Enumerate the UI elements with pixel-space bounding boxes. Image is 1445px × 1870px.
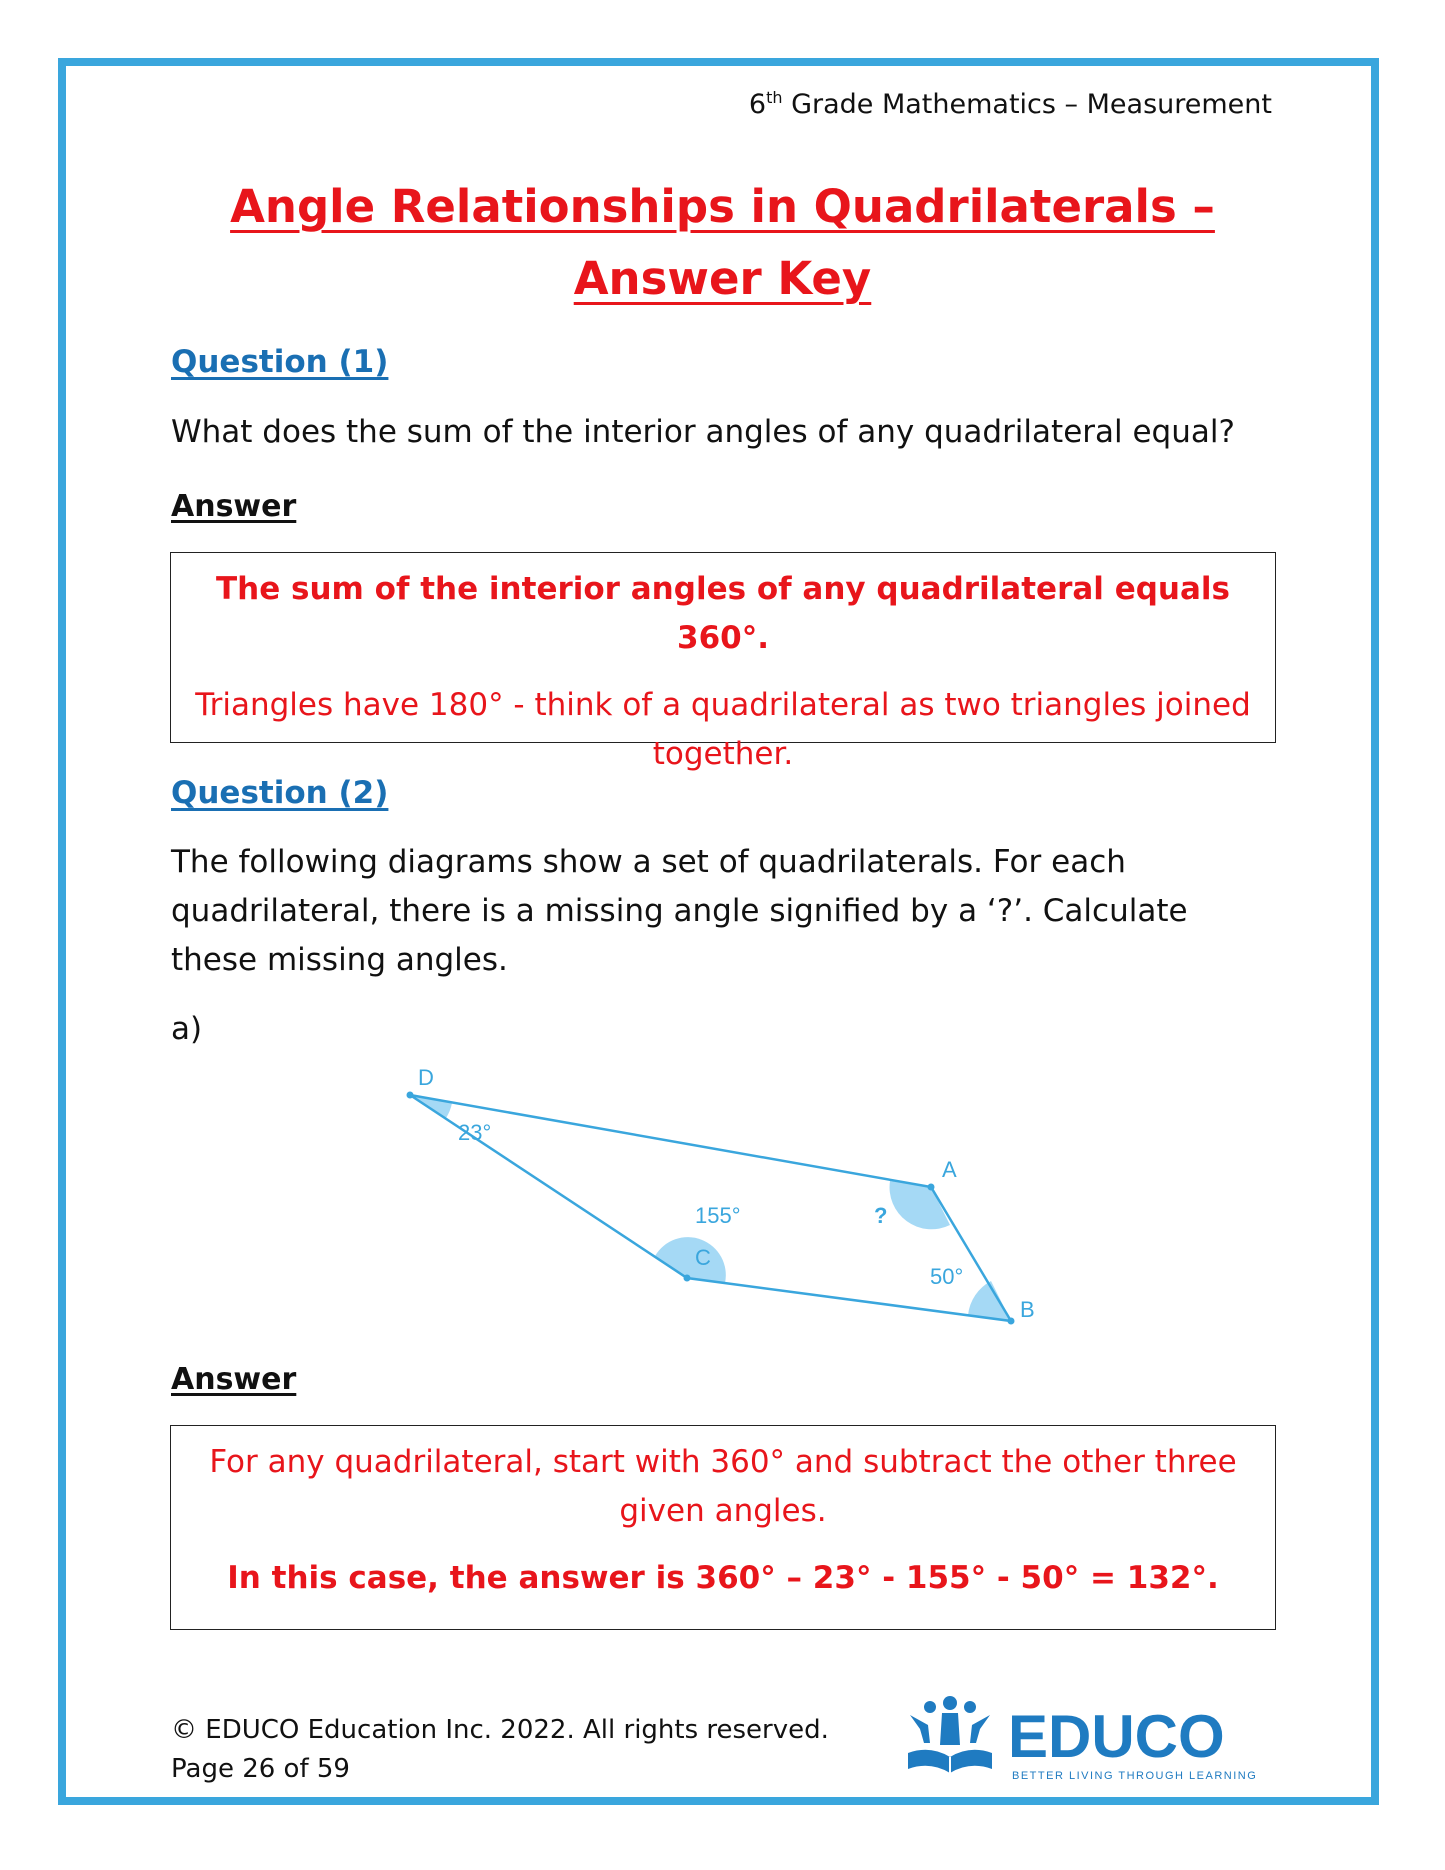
question2-answer-note: For any quadrilateral, start with 360° and subtract the other three given angles. — [209, 1444, 1237, 1529]
logo-wordmark: EDUCO — [1008, 1703, 1225, 1770]
question1-answer-box — [170, 552, 1276, 772]
page-header — [749, 88, 1272, 120]
question2-answer-main: In this case, the answer is 360° – 23° - 155° - 50° = 132°. — [227, 1560, 1219, 1596]
vertex-label-d: D — [418, 1065, 434, 1090]
angle-sector-c — [655, 1237, 726, 1283]
logo-person-head-center — [943, 1696, 957, 1710]
logo-person-body — [940, 1713, 960, 1745]
grade-superscript: th — [766, 88, 783, 107]
footer-copyright: © EDUCO Education Inc. 2022. All rights reserved. — [171, 1715, 829, 1745]
question2-text: The following diagrams show a set of quadrilaterals. For each quadrilateral, there is a missing angle signified by a ‘?’. Calculate these missing angles. — [171, 844, 1188, 978]
question1-heading: Question (1) — [171, 344, 389, 380]
vertex-b-dot — [1008, 1318, 1015, 1325]
question1-answer-note: Triangles have 180° - think of a quadrilateral as two triangles joined together. — [195, 687, 1251, 772]
page-title-line1: Angle Relationships in Quadrilaterals – — [230, 180, 1215, 233]
question1-answer-main: The sum of the interior angles of any quadrilateral equals 360°. — [216, 571, 1230, 656]
grade-number: 6 — [748, 89, 767, 120]
vertex-d-dot — [407, 1092, 414, 1099]
educo-logo — [900, 1695, 1270, 1785]
logo-tagline: BETTER LIVING THROUGH LEARNING — [1012, 1770, 1258, 1782]
question1-text: What does the sum of the interior angles of any quadrilateral equal? — [171, 414, 1235, 450]
question2-heading: Question (2) — [171, 775, 389, 811]
angle-label-d: 23° — [458, 1120, 492, 1145]
header-subject: Grade Mathematics – Measurement — [782, 89, 1272, 120]
angle-label-a: ? — [874, 1203, 888, 1228]
quadrilateral-diagram — [390, 1060, 1050, 1340]
angle-label-c: 155° — [695, 1203, 741, 1228]
question2-answer-box — [170, 1425, 1276, 1630]
vertex-label-b: B — [1020, 1297, 1035, 1322]
logo-person-head-right — [964, 1701, 976, 1713]
logo-person-arm-right — [970, 1715, 990, 1743]
logo-person-arm-left — [910, 1715, 930, 1743]
vertex-c-dot — [684, 1275, 691, 1282]
angle-label-b: 50° — [930, 1264, 964, 1289]
question2-answer-label: Answer — [171, 1362, 297, 1397]
question2-part-label: a) — [171, 1011, 203, 1047]
question1-answer-label: Answer — [171, 489, 297, 524]
logo-person-head-left — [924, 1701, 936, 1713]
page-title-line2: Answer Key — [573, 252, 872, 305]
vertex-label-a: A — [942, 1157, 957, 1182]
vertex-a-dot — [928, 1184, 935, 1191]
vertex-label-c: C — [695, 1245, 711, 1270]
footer-page-number: Page 26 of 59 — [171, 1754, 350, 1784]
